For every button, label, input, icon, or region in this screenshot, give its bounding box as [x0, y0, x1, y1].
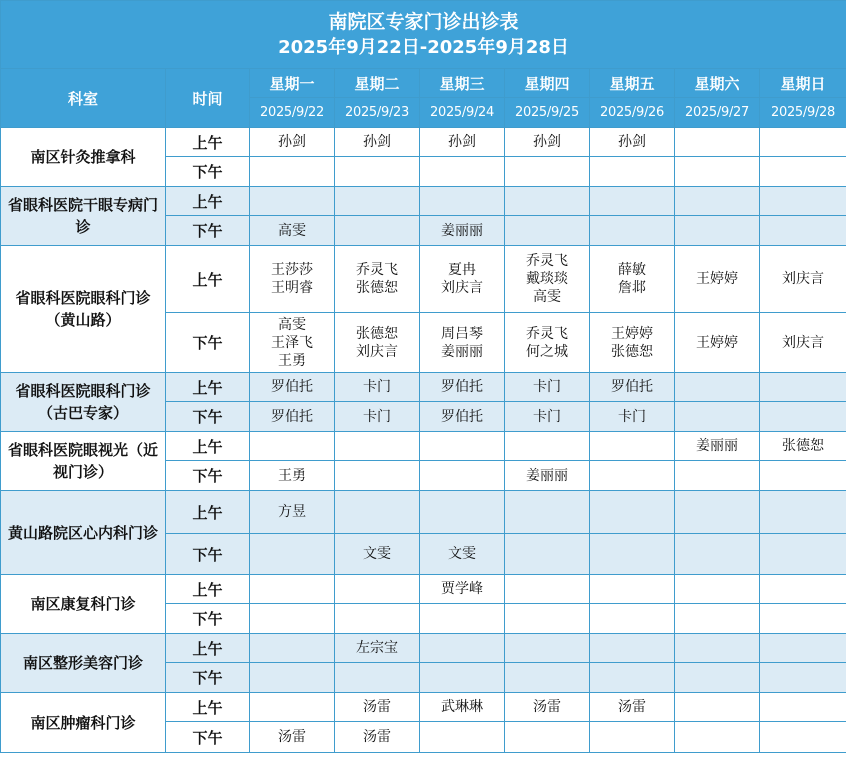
day-header: 星期四	[505, 69, 590, 98]
schedule-cell	[335, 216, 420, 246]
schedule-cell	[590, 373, 675, 402]
schedule-cell	[505, 461, 590, 491]
schedule-cell	[420, 402, 505, 432]
schedule-cell	[420, 634, 505, 663]
schedule-cell	[250, 187, 335, 216]
schedule-cell	[335, 722, 420, 753]
session-period: 下午	[166, 461, 250, 491]
schedule-cell	[505, 491, 590, 534]
schedule-cell	[590, 491, 675, 534]
schedule-cell	[505, 534, 590, 575]
schedule-cell	[250, 722, 335, 753]
schedule-cell	[675, 128, 760, 157]
table-row	[1, 575, 846, 604]
schedule-cell	[505, 373, 590, 402]
doctor-name: 乔灵飞	[526, 325, 568, 342]
schedule-cell	[760, 432, 846, 461]
schedule-cell	[420, 693, 505, 722]
doctor-name: 文雯	[448, 546, 476, 562]
schedule-cell	[590, 187, 675, 216]
schedule-cell	[760, 693, 846, 722]
schedule-cell	[420, 313, 505, 373]
doctor-name: 张德恕	[611, 343, 653, 360]
department-name: 省眼科医院眼视光（近视门诊）	[1, 432, 166, 491]
doctor-name: 孙剑	[363, 134, 391, 150]
schedule-cell	[250, 432, 335, 461]
schedule-cell	[250, 575, 335, 604]
schedule-cell	[675, 575, 760, 604]
doctor-name: 姜丽丽	[696, 438, 738, 454]
department-name: 黄山路院区心内科门诊	[1, 491, 166, 575]
schedule-cell	[505, 246, 590, 313]
doctor-name: 罗伯托	[441, 408, 483, 425]
schedule-cell	[335, 491, 420, 534]
session-period: 上午	[166, 128, 250, 157]
schedule-cell	[335, 575, 420, 604]
schedule-cell	[760, 216, 846, 246]
session-period: 下午	[166, 534, 250, 575]
schedule-cell	[505, 128, 590, 157]
schedule-cell	[250, 634, 335, 663]
schedule-cell	[590, 534, 675, 575]
schedule-cell	[505, 575, 590, 604]
date-range-subtitle: 2025年9月22日-2025年9月28日	[278, 36, 569, 58]
schedule-cell	[675, 216, 760, 246]
doctor-name: 卡门	[533, 408, 561, 425]
doctor-name: 乔灵飞	[526, 253, 568, 269]
schedule-cell	[250, 693, 335, 722]
schedule-cell	[760, 722, 846, 753]
table-row	[1, 432, 846, 461]
schedule-cell	[675, 402, 760, 432]
table-row	[1, 187, 846, 216]
schedule-cell	[505, 402, 590, 432]
schedule-cell	[675, 373, 760, 402]
schedule-cell	[590, 663, 675, 693]
doctor-name: 戴琰琰	[526, 271, 568, 287]
doctor-name: 姜丽丽	[441, 222, 483, 239]
doctor-name: 孙剑	[448, 134, 476, 150]
doctor-name: 高雯	[278, 316, 306, 333]
schedule-cell	[675, 187, 760, 216]
schedule-cell	[590, 634, 675, 663]
schedule-cell	[675, 534, 760, 575]
schedule-cell	[590, 157, 675, 187]
doctor-name: 汤雷	[618, 699, 646, 715]
page-title: 南院区专家门诊出诊表	[328, 10, 519, 33]
doctor-name: 刘庆言	[782, 271, 824, 287]
table-row	[1, 246, 846, 313]
schedule-cell	[760, 634, 846, 663]
doctor-name: 罗伯托	[611, 379, 653, 395]
schedule-cell	[335, 373, 420, 402]
schedule-cell	[505, 216, 590, 246]
schedule-cell	[420, 604, 505, 634]
schedule-cell	[760, 604, 846, 634]
schedule-cell	[420, 373, 505, 402]
department-name: 省眼科医院眼科门诊（黄山路）	[1, 246, 166, 373]
date-header: 2025/9/22	[250, 98, 335, 128]
day-header: 星期一	[250, 69, 335, 98]
schedule-cell	[590, 461, 675, 491]
schedule-cell	[250, 246, 335, 313]
doctor-name: 高雯	[533, 289, 561, 305]
schedule-cell	[335, 187, 420, 216]
schedule-cell	[335, 157, 420, 187]
schedule-cell	[675, 157, 760, 187]
schedule-cell	[335, 402, 420, 432]
doctor-name: 卡门	[618, 408, 646, 425]
schedule-cell	[505, 432, 590, 461]
doctor-name: 文雯	[363, 546, 391, 562]
table-row	[1, 373, 846, 402]
doctor-name: 王泽飞	[271, 334, 313, 351]
session-period: 下午	[166, 216, 250, 246]
date-header: 2025/9/24	[420, 98, 505, 128]
session-period: 上午	[166, 575, 250, 604]
schedule-cell	[420, 663, 505, 693]
doctor-name: 乔灵飞	[356, 262, 398, 278]
doctor-name: 王明睿	[271, 280, 313, 296]
schedule-cell	[335, 634, 420, 663]
schedule-cell	[335, 604, 420, 634]
date-header: 2025/9/26	[590, 98, 675, 128]
table-row	[1, 693, 846, 722]
doctor-name: 王勇	[278, 352, 306, 369]
session-period: 下午	[166, 402, 250, 432]
schedule-cell	[420, 187, 505, 216]
schedule-cell	[760, 313, 846, 373]
schedule-cell	[505, 313, 590, 373]
schedule-cell	[675, 693, 760, 722]
doctor-name: 王莎莎	[271, 262, 313, 278]
date-header: 2025/9/27	[675, 98, 760, 128]
schedule-cell	[250, 604, 335, 634]
session-period: 上午	[166, 246, 250, 313]
doctor-name: 贾学峰	[441, 581, 483, 597]
department-name: 南区针灸推拿科	[1, 128, 166, 187]
schedule-cell	[760, 373, 846, 402]
doctor-name: 张德恕	[782, 438, 824, 454]
doctor-name: 姜丽丽	[441, 343, 483, 360]
schedule-cell	[590, 216, 675, 246]
day-header: 星期五	[590, 69, 675, 98]
schedule-cell	[420, 575, 505, 604]
department-name: 南区肿瘤科门诊	[1, 693, 166, 753]
schedule-cell	[420, 722, 505, 753]
schedule-cell	[760, 402, 846, 432]
doctor-name: 张德恕	[356, 280, 398, 296]
doctor-name: 刘庆言	[782, 334, 824, 351]
schedule-cell	[250, 373, 335, 402]
date-header: 2025/9/28	[760, 98, 846, 128]
schedule-cell	[250, 157, 335, 187]
doctor-name: 张德恕	[356, 325, 398, 342]
schedule-cell	[335, 128, 420, 157]
doctor-name: 王婷婷	[696, 271, 738, 287]
session-period: 上午	[166, 693, 250, 722]
schedule-cell	[335, 246, 420, 313]
session-period: 下午	[166, 663, 250, 693]
schedule-cell	[590, 722, 675, 753]
department-name: 南区康复科门诊	[1, 575, 166, 634]
session-period: 下午	[166, 604, 250, 634]
schedule-cell	[590, 432, 675, 461]
schedule-cell	[675, 313, 760, 373]
doctor-name: 汤雷	[363, 699, 391, 715]
doctor-name: 方昱	[278, 504, 306, 520]
schedule-cell	[420, 461, 505, 491]
doctor-name: 王勇	[278, 467, 306, 484]
doctor-name: 刘庆言	[356, 343, 398, 360]
schedule-cell	[760, 534, 846, 575]
session-period: 下午	[166, 722, 250, 753]
schedule-cell	[675, 432, 760, 461]
time-column-header: 时间	[166, 69, 250, 128]
schedule-cell	[420, 128, 505, 157]
schedule-cell	[505, 604, 590, 634]
doctor-name: 卡门	[533, 379, 561, 395]
doctor-name: 汤雷	[278, 729, 306, 745]
day-header: 星期三	[420, 69, 505, 98]
schedule-cell	[760, 246, 846, 313]
doctor-name: 汤雷	[363, 729, 391, 745]
schedule-cell	[590, 402, 675, 432]
doctor-name: 孙剑	[533, 134, 561, 150]
schedule-cell	[760, 491, 846, 534]
doctor-name: 罗伯托	[271, 408, 313, 425]
table-row	[1, 491, 846, 534]
doctor-name: 周吕琴	[441, 325, 483, 342]
doctor-name: 王婷婷	[611, 325, 653, 342]
date-header: 2025/9/25	[505, 98, 590, 128]
schedule-cell	[590, 246, 675, 313]
department-name: 南区整形美容门诊	[1, 634, 166, 693]
date-header: 2025/9/23	[335, 98, 420, 128]
schedule-cell	[335, 663, 420, 693]
schedule-cell	[505, 722, 590, 753]
doctor-name: 薛敏	[618, 262, 646, 278]
schedule-cell	[590, 604, 675, 634]
doctor-name: 何之城	[526, 343, 568, 360]
schedule-cell	[590, 128, 675, 157]
schedule-cell	[420, 432, 505, 461]
schedule-cell	[760, 575, 846, 604]
day-header: 星期日	[760, 69, 846, 98]
session-period: 上午	[166, 373, 250, 402]
doctor-name: 夏冉	[448, 262, 476, 278]
doctor-name: 刘庆言	[441, 280, 483, 296]
doctor-name: 王婷婷	[696, 334, 738, 351]
session-period: 上午	[166, 187, 250, 216]
schedule-cell	[505, 157, 590, 187]
doctor-name: 罗伯托	[441, 379, 483, 395]
schedule-cell	[760, 128, 846, 157]
dept-column-header: 科室	[1, 69, 166, 128]
day-header: 星期二	[335, 69, 420, 98]
doctor-name: 姜丽丽	[526, 467, 568, 484]
session-period: 下午	[166, 313, 250, 373]
schedule-cell	[675, 722, 760, 753]
doctor-name: 高雯	[278, 222, 306, 239]
schedule-cell	[675, 634, 760, 663]
day-header: 星期六	[675, 69, 760, 98]
schedule-cell	[335, 693, 420, 722]
schedule-cell	[250, 216, 335, 246]
table-row	[1, 634, 846, 663]
schedule-cell	[675, 604, 760, 634]
doctor-name: 罗伯托	[271, 379, 313, 395]
session-period: 上午	[166, 634, 250, 663]
schedule-cell	[505, 634, 590, 663]
schedule-cell	[250, 461, 335, 491]
schedule-cell	[590, 313, 675, 373]
department-name: 省眼科医院眼科门诊（古巴专家）	[1, 373, 166, 432]
table-row	[1, 128, 846, 157]
schedule-cell	[335, 432, 420, 461]
doctor-name: 卡门	[363, 408, 391, 425]
schedule-cell	[250, 491, 335, 534]
schedule-cell	[760, 157, 846, 187]
doctor-name: 汤雷	[533, 699, 561, 715]
schedule-cell	[250, 313, 335, 373]
department-name: 省眼科医院干眼专病门诊	[1, 187, 166, 246]
schedule-cell	[675, 246, 760, 313]
schedule-cell	[250, 128, 335, 157]
schedule-cell	[590, 575, 675, 604]
schedule-cell	[675, 491, 760, 534]
schedule-cell	[760, 461, 846, 491]
doctor-name: 卡门	[363, 379, 391, 395]
schedule-cell	[590, 693, 675, 722]
schedule-cell	[505, 693, 590, 722]
schedule-cell	[250, 534, 335, 575]
session-period: 上午	[166, 432, 250, 461]
schedule-cell	[420, 246, 505, 313]
schedule-cell	[675, 461, 760, 491]
session-period: 下午	[166, 157, 250, 187]
schedule-cell	[335, 313, 420, 373]
session-period: 上午	[166, 491, 250, 534]
doctor-name: 孙剑	[618, 134, 646, 150]
schedule-cell	[675, 663, 760, 693]
schedule-cell	[760, 187, 846, 216]
schedule-cell	[250, 402, 335, 432]
schedule-cell	[760, 663, 846, 693]
table-title-cell	[1, 1, 846, 69]
doctor-name: 武琳琳	[441, 699, 483, 715]
schedule-cell	[420, 534, 505, 575]
schedule-cell	[335, 534, 420, 575]
schedule-cell	[335, 461, 420, 491]
schedule-cell	[250, 663, 335, 693]
schedule-cell	[505, 187, 590, 216]
doctor-name: 孙剑	[278, 134, 306, 150]
schedule-cell	[420, 216, 505, 246]
schedule-cell	[420, 157, 505, 187]
schedule-cell	[420, 491, 505, 534]
doctor-name: 詹邶	[618, 280, 646, 296]
schedule-cell	[505, 663, 590, 693]
doctor-name: 左宗宝	[356, 640, 398, 656]
